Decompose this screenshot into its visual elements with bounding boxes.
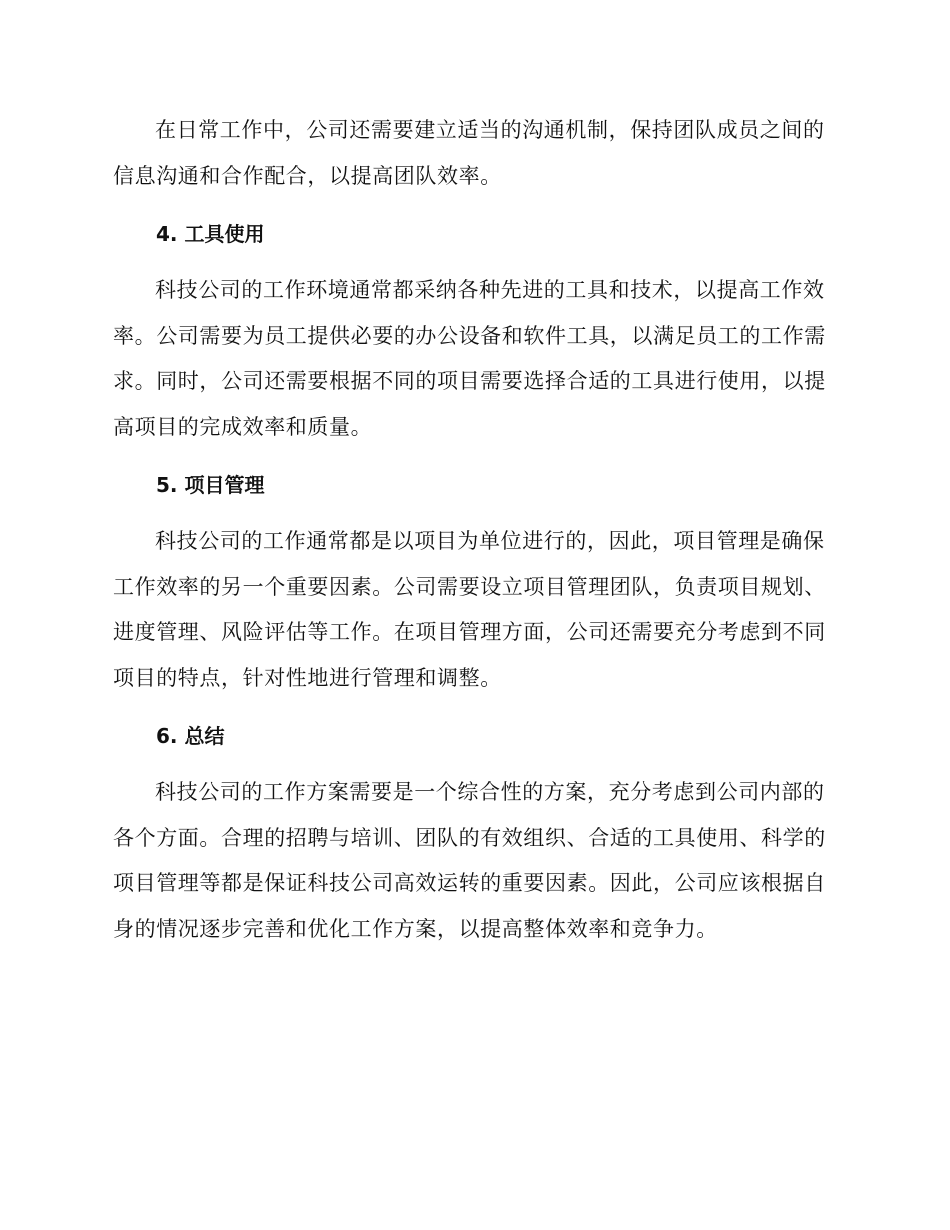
section-heading-project-management: 5. 项目管理 xyxy=(156,473,265,497)
section-paragraph-summary: 科技公司的工作方案需要是一个综合性的方案，充分考虑到公司内部的各个方面。合理的招聘与培训、团队的有效组织、合适的工具使用、科学的项目管理等都是保证科技公司高效运转的重要因素。因此，公司应该根据自身的情况逐步完善和优化工作方案，以提高整体效率和竞争力。 xyxy=(113,780,826,941)
section-paragraph-project-management: 科技公司的工作通常都是以项目为单位进行的，因此，项目管理是确保工作效率的另一个重要因素。公司需要设立项目管理团队，负责项目规划、进度管理、风险评估等工作。在项目管理方面，公司还需要充分考虑到不同项目的特点，针对性地进行管理和调整。 xyxy=(113,529,826,690)
section-heading-summary: 6. 总结 xyxy=(156,724,225,748)
intro-paragraph: 在日常工作中，公司还需要建立适当的沟通机制，保持团队成员之间的信息沟通和合作配合，以提高团队效率。 xyxy=(113,118,825,188)
section-heading-tools: 4. 工具使用 xyxy=(156,222,265,246)
section-paragraph-tools: 科技公司的工作环境通常都采纳各种先进的工具和技术，以提高工作效率。公司需要为员工提供必要的办公设备和软件工具，以满足员工的工作需求。同时，公司还需要根据不同的项目需要选择合适的工具进行使用，以提高项目的完成效率和质量。 xyxy=(113,278,826,439)
document-page xyxy=(113,108,833,952)
